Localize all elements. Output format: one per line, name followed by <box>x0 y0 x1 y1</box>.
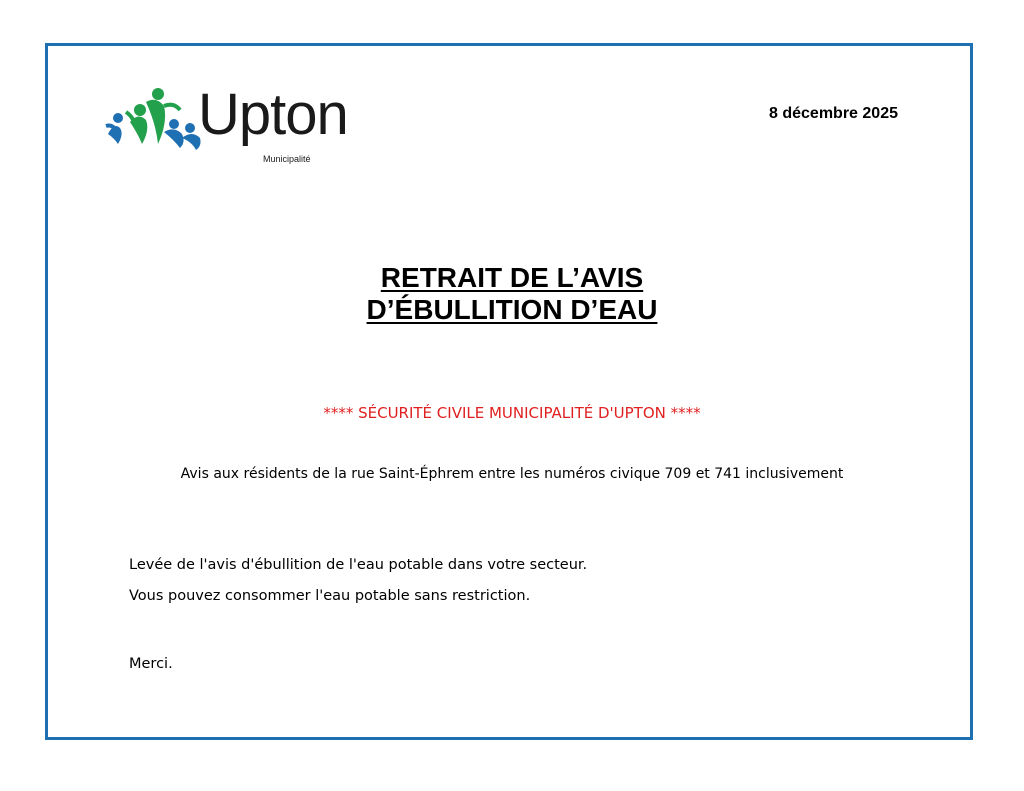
civil-security-banner: **** SÉCURITÉ CIVILE MUNICIPALITÉ D'UPTON **** <box>323 404 701 422</box>
title-line-2: D’ÉBULLITION D’EAU <box>366 294 658 325</box>
closing-thanks: Merci. <box>129 656 173 672</box>
document-title <box>250 262 774 326</box>
title-line-1: RETRAIT DE L’AVIS <box>380 262 644 293</box>
resident-notice: Avis aux résidents de la rue Saint-Éphrem entre les numéros civique 709 et 741 inclusivement <box>180 466 844 482</box>
paragraph-consume-water: Vous pouvez consommer l'eau potable sans restriction. <box>129 588 531 604</box>
document-date: 8 décembre 2025 <box>769 105 898 122</box>
logo-wordmark: Upton <box>198 82 348 147</box>
people-figures-icon <box>104 82 204 168</box>
upton-logo <box>104 82 354 168</box>
paragraph-lifting-notice: Levée de l'avis d'ébullition de l'eau potable dans votre secteur. <box>129 557 588 573</box>
logo-subtitle: Municipalité <box>263 154 311 164</box>
